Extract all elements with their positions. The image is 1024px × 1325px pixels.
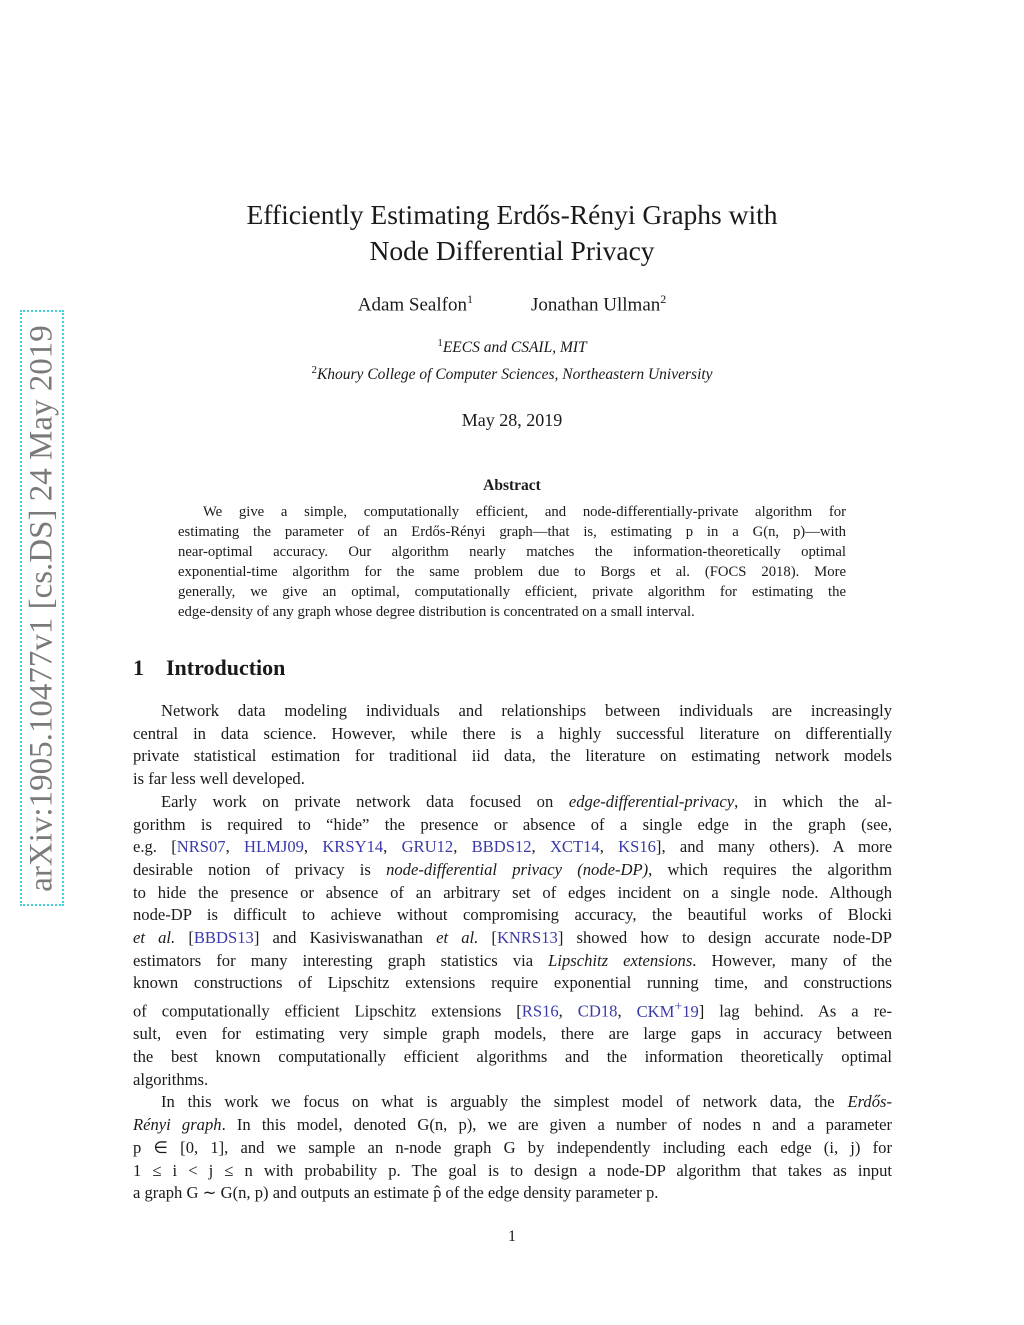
body-line: sult, even for estimating very simple graph models, there are large gaps in accuracy between: [133, 1024, 892, 1044]
citation-link[interactable]: HLMJ09: [243, 837, 304, 857]
affiliation-2: $^2$Khoury College of Computer Sciences, Northeastern University: [311, 364, 713, 384]
body-line: node-DP is difficult to achieve without compromising accuracy, the beautiful works of Blocki: [133, 905, 892, 925]
paper-date: May 28, 2019: [461, 410, 563, 430]
citation-link[interactable]: KNRS13: [496, 928, 558, 948]
citation-link[interactable]: BBDS13: [193, 928, 254, 948]
citation-link[interactable]: CD18: [577, 1001, 618, 1021]
abstract-body: [178, 502, 846, 622]
title-line-2: Node Differential Privacy: [369, 235, 655, 266]
body-line: et al. [BBDS13] and Kasiviswanathan et al. [KNRS13] showed how to design accurate node-DP: [133, 928, 892, 948]
body-line: to hide the presence or absence of an arbitrary set of edges incident on a single node. Although: [133, 882, 892, 902]
abstract-line: estimating the parameter of an Erdős-Rényi graph—that is, estimating p in a G(n, p)—with: [178, 524, 846, 540]
abstract-line: edge-density of any graph whose degree distribution is concentrated on a small interval.: [178, 604, 695, 620]
section-number: 1: [133, 655, 144, 680]
arxiv-stamp: [20, 310, 64, 906]
affiliation-1: $^1$EECS and CSAIL, MIT: [437, 337, 587, 357]
abstract-line: generally, we give an optimal, computationally efficient, private algorithm for estimating the: [178, 584, 846, 600]
body-line: e.g. [NRS07, HLMJ09, KRSY14, GRU12, BBDS12, XCT14, KS16], and many others). A more: [133, 837, 893, 857]
author-list: [300, 292, 724, 316]
body-line: of computationally efficient Lipschitz extensions [RS16, CD18, CKM+19] lag behind. As a re-: [133, 998, 893, 1021]
citation-link[interactable]: RS16: [521, 1001, 559, 1021]
body-line: known constructions of Lipschitz extensions require exponential running time, and constructions: [133, 973, 892, 993]
section-title: Introduction: [166, 655, 286, 680]
citation-link[interactable]: KS16: [618, 837, 656, 857]
body-line: the best known computationally efficient algorithms and the information theoretically optimal: [133, 1047, 892, 1067]
arxiv-identifier: arXiv:1905.10477v1 [cs.DS] 24 May 2019: [23, 324, 60, 892]
body-line: Early work on private network data focused on edge-differential-privacy, in which the al-: [161, 791, 892, 811]
body-line: is far less well developed.: [133, 769, 305, 789]
body-line: private statistical estimation for traditional iid data, the literature on estimating network models: [133, 746, 892, 766]
section-heading-introduction: [133, 655, 285, 681]
body-line: central in data science. However, while there is a highly successful literature on differentially: [133, 723, 892, 743]
page-number: 1: [508, 1228, 516, 1245]
body-line: Network data modeling individuals and relationships between individuals are increasingly: [161, 701, 892, 720]
author-1: Adam Sealfon$^1$: [357, 292, 473, 316]
abstract-line: near-optimal accuracy. Our algorithm nearly matches the information-theoretically optimal: [178, 544, 846, 560]
body-line: p ∈ [0, 1], and we sample an n-node graph G by independently including each edge (i, j) for: [133, 1137, 892, 1157]
introduction-body: [133, 700, 892, 1205]
body-line: 1 ≤ i < j ≤ n with probability p. The goal is to design a node-DP algorithm that takes as input: [133, 1160, 892, 1180]
body-line: desirable notion of privacy is node-differential privacy (node-DP), which requires the algorithm: [133, 859, 892, 879]
citation-link[interactable]: KRSY14: [322, 837, 384, 857]
body-line: Rényi graph. In this model, denoted G(n, p), we are given a number of nodes n and a parameter: [133, 1115, 892, 1135]
title-line-1: Efficiently Estimating Erdős-Rényi Graphs with: [246, 199, 778, 230]
abstract-line: We give a simple, computationally efficient, and node-differentially-private algorithm for: [203, 504, 846, 520]
body-line: algorithms.: [133, 1069, 209, 1089]
citation-link[interactable]: BBDS12: [471, 837, 532, 857]
citation-link[interactable]: XCT14: [549, 837, 600, 857]
citation-link[interactable]: NRS07: [176, 837, 226, 857]
body-line: In this work we focus on what is arguably the simplest model of network data, the Erdős-: [161, 1092, 892, 1112]
author-2: Jonathan Ullman$^2$: [530, 292, 667, 316]
body-line: estimators for many interesting graph statistics via Lipschitz extensions. However, many of the: [133, 950, 892, 970]
body-line: gorithm is required to “hide” the presence or absence of a single edge in the graph (see,: [133, 814, 892, 834]
citation-link[interactable]: GRU12: [401, 837, 454, 857]
paper-title: [100, 197, 924, 269]
body-line: a graph G ∼ G(n, p) and outputs an estimate p̂ of the edge density parameter p.: [133, 1183, 659, 1203]
citation-link[interactable]: CKM+19: [636, 998, 699, 1021]
affiliations: [100, 332, 924, 386]
abstract-heading: Abstract: [483, 477, 541, 494]
abstract-line: exponential-time algorithm for the same problem due to Borgs et al. (FOCS 2018). More: [178, 564, 846, 580]
